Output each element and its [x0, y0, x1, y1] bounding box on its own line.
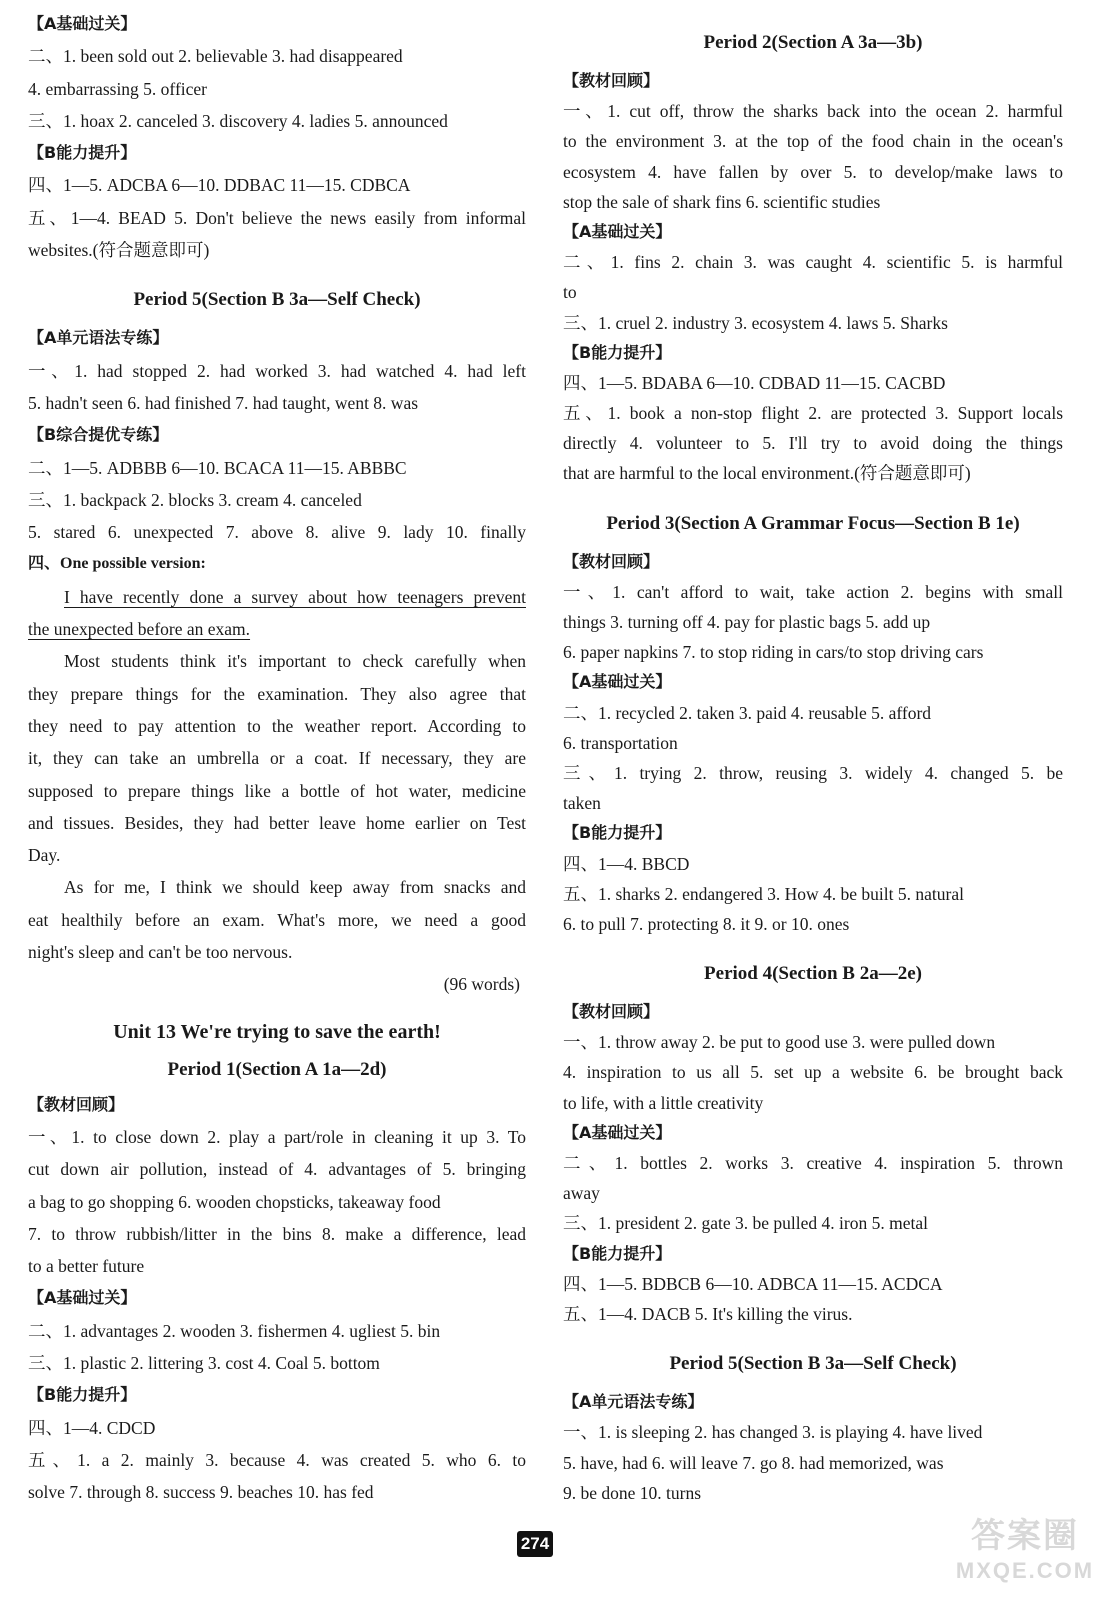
- answer-line: cut down air pollution, instead of 4. advantages of 5. bringing: [28, 1159, 526, 1180]
- answer-line: websites.(符合题意即可): [28, 240, 210, 261]
- page-number: 274: [517, 1531, 553, 1557]
- answer-line: they prepare things for the examination. They also agree that: [28, 683, 526, 704]
- answer-line: 一、1. can't afford to wait, take action 2. begins with small: [563, 581, 1063, 602]
- essay-line: As for me, I think we should keep away from snacks and: [64, 877, 526, 898]
- answer-line: 四、1—4. CDCD: [28, 1417, 156, 1438]
- answer-line: 一、1. is sleeping 2. has changed 3. is playing 4. have lived: [563, 1422, 983, 1443]
- answer-line: supposed to prepare things like a bottle of hot water, medicine: [28, 780, 526, 801]
- answer-line: 五、1—4. DACB 5. It's killing the virus.: [563, 1303, 853, 1324]
- essay-line: the unexpected before an exam.: [28, 619, 251, 640]
- answer-line: 二、1. bottles 2. works 3. creative 4. inspiration 5. thrown: [563, 1153, 1063, 1173]
- section-label: 【B能力提升】: [563, 823, 672, 843]
- section-label: 【B能力提升】: [563, 342, 672, 362]
- answer-line: 6. to pull 7. protecting 8. it 9. or 10. ones: [563, 913, 850, 934]
- answer-line: 6. transportation: [563, 732, 678, 753]
- answer-line: stop the sale of shark fins 6. scientific studies: [563, 191, 881, 212]
- answer-line: 四、1—5. BDABA 6—10. CDBAD 11—15. CACBD: [563, 372, 946, 393]
- answer-line: away: [563, 1183, 600, 1204]
- answer-line: 5. have, had 6. will leave 7. go 8. had memorized, was: [563, 1452, 944, 1473]
- answer-line: night's sleep and can't be too nervous.: [28, 942, 293, 963]
- answer-line: 三、1. president 2. gate 3. be pulled 4. iron 5. metal: [563, 1213, 928, 1234]
- answer-line: 三、1. plastic 2. littering 3. cost 4. Coal 5. bottom: [28, 1352, 380, 1373]
- essay-note: 四、One possible version:: [28, 555, 206, 573]
- answer-line: 5. stared 6. unexpected 7. above 8. alive 9. lady 10. finally: [28, 522, 526, 543]
- period-heading: Period 3(Section A Grammar Focus—Section B 1e): [606, 512, 1020, 534]
- answer-line: things 3. turning off 4. pay for plastic bags 5. add up: [563, 612, 931, 632]
- answer-line: 五、1. a 2. mainly 3. because 4. was created 5. who 6. to: [28, 1449, 526, 1470]
- answer-line: to a better future: [28, 1256, 145, 1277]
- section-spacer: [563, 939, 1063, 951]
- essay-line: I have recently done a survey about how teenagers prevent: [64, 586, 526, 607]
- answer-line: 4. embarrassing 5. officer: [28, 78, 207, 99]
- section-label: 【教材回顾】: [28, 1094, 125, 1114]
- section-label: 【A单元语法专练】: [563, 1392, 704, 1412]
- watermark-site: MXQE.COM: [955, 1558, 1095, 1583]
- right-column: [563, 8, 1063, 1508]
- answer-line: 四、1—5. BDBCB 6—10. ADBCA 11—15. ACDCA: [563, 1273, 943, 1294]
- answer-line: 二、1. recycled 2. taken 3. paid 4. reusable 5. afford: [563, 702, 932, 723]
- section-label: 【B能力提升】: [563, 1243, 672, 1263]
- answer-line: directly 4. volunteer to 5. I'll try to avoid doing the things: [563, 433, 1063, 454]
- section-spacer: [28, 266, 526, 278]
- answer-line: to the environment 3. at the top of the food chain in the ocean's: [563, 131, 1063, 152]
- answer-line: 三、1. hoax 2. canceled 3. discovery 4. ladies 5. announced: [28, 110, 448, 131]
- answer-line: 一、1. cut off, throw the sharks back into the ocean 2. harmful: [563, 101, 1063, 122]
- section-spacer: [563, 1329, 1063, 1341]
- answer-line: and tissues. Besides, they had better leave home earlier on Test: [28, 812, 526, 833]
- answer-line: 四、1—4. BBCD: [563, 853, 690, 874]
- answer-line: ecosystem 4. have fallen by over 5. to develop/make laws to: [563, 161, 1063, 182]
- section-label: 【A基础过关】: [28, 14, 137, 33]
- answer-line: to life, with a little creativity: [563, 1092, 764, 1113]
- period-heading: Period 2(Section A 3a—3b): [703, 32, 923, 53]
- answer-line: 二、1. been sold out 2. believable 3. had disappeared: [28, 46, 403, 67]
- answer-line: 五、1. book a non-stop flight 2. are protected 3. Support locals: [563, 403, 1063, 424]
- section-label: 【A基础过关】: [563, 1122, 672, 1142]
- essay-line: Most students think it's important to check carefully when: [64, 651, 526, 672]
- watermark-logo-text: 答案圈: [971, 1517, 1079, 1555]
- answer-line: 5. hadn't seen 6. had finished 7. had taught, went 8. was: [28, 392, 419, 413]
- section-spacer: [563, 489, 1063, 501]
- answer-line: 二、1. fins 2. chain 3. was caught 4. scientific 5. is harmful: [563, 252, 1063, 273]
- period-heading: Period 1(Section A 1a—2d): [167, 1058, 387, 1080]
- answer-line: that are harmful to the local environment.(符合题意即可): [563, 463, 971, 484]
- answer-line: a bag to go shopping 6. wooden chopsticks, takeaway food: [28, 1191, 441, 1212]
- section-label: 【B综合提优专练】: [28, 425, 169, 445]
- answer-line: 三、1. cruel 2. industry 3. ecosystem 4. laws 5. Sharks: [563, 312, 948, 333]
- period-heading: Period 4(Section B 2a—2e): [704, 963, 922, 985]
- section-spacer: [28, 1001, 526, 1013]
- section-label: 【A单元语法专练】: [28, 328, 169, 348]
- answer-line: 9. be done 10. turns: [563, 1482, 702, 1503]
- watermark: [950, 1514, 1100, 1594]
- section-label: 【教材回顾】: [563, 551, 660, 571]
- unit-title: Unit 13 We're trying to save the earth!: [113, 1020, 441, 1043]
- answer-line: 7. to throw rubbish/litter in the bins 8. make a difference, lead: [28, 1223, 526, 1244]
- answer-line: 一、1. had stopped 2. had worked 3. had watched 4. had left: [28, 360, 526, 381]
- answer-line: 五、1—4. BEAD 5. Don't believe the news easily from informal: [28, 207, 526, 228]
- section-spacer: [563, 8, 1063, 20]
- answer-line: 五、1. sharks 2. endangered 3. How 4. be built 5. natural: [563, 883, 964, 904]
- answer-line: 三、1. trying 2. throw, reusing 3. widely 4. changed 5. be: [563, 762, 1063, 783]
- answer-line: they need to pay attention to the weather report. According to: [28, 715, 526, 736]
- answer-line: eat healthily before an exam. What's more, we need a good: [28, 909, 526, 930]
- answer-line: 一、1. throw away 2. be put to good use 3. were pulled down: [563, 1032, 996, 1053]
- answer-line: 二、1—5. ADBBB 6—10. BCACA 11—15. ABBBC: [28, 457, 407, 478]
- section-label: 【教材回顾】: [563, 71, 660, 90]
- word-count: (96 words): [443, 974, 520, 995]
- answer-line: 一、1. to close down 2. play a part/role in cleaning it up 3. To: [28, 1126, 526, 1147]
- answer-line: 4. inspiration to us all 5. set up a website 6. be brought back: [563, 1062, 1063, 1083]
- section-label: 【B能力提升】: [28, 1385, 137, 1405]
- section-label: 【A基础过关】: [563, 221, 672, 241]
- section-label: 【教材回顾】: [563, 1002, 660, 1022]
- left-column: [28, 8, 526, 1508]
- answer-line: solve 7. through 8. success 9. beaches 10. has fed: [28, 1482, 374, 1503]
- answer-line: 二、1. advantages 2. wooden 3. fishermen 4. ugliest 5. bin: [28, 1320, 441, 1341]
- period-heading: Period 5(Section B 3a—Self Check): [669, 1353, 957, 1375]
- answer-line: it, they can take an umbrella or a coat. If necessary, they are: [28, 748, 526, 769]
- answer-line: taken: [563, 793, 601, 814]
- answer-line: to: [563, 282, 577, 303]
- answer-line: Day.: [28, 845, 61, 866]
- answer-line: 三、1. backpack 2. blocks 3. cream 4. canceled: [28, 489, 362, 510]
- section-label: 【A基础过关】: [563, 672, 672, 692]
- answer-line: 四、1—5. ADCBA 6—10. DDBAC 11—15. CDBCA: [28, 175, 411, 196]
- period-heading: Period 5(Section B 3a—Self Check): [133, 289, 421, 311]
- section-label: 【B能力提升】: [28, 143, 137, 163]
- section-label: 【A基础过关】: [28, 1288, 137, 1308]
- answer-line: 6. paper napkins 7. to stop riding in cars/to stop driving cars: [563, 642, 984, 663]
